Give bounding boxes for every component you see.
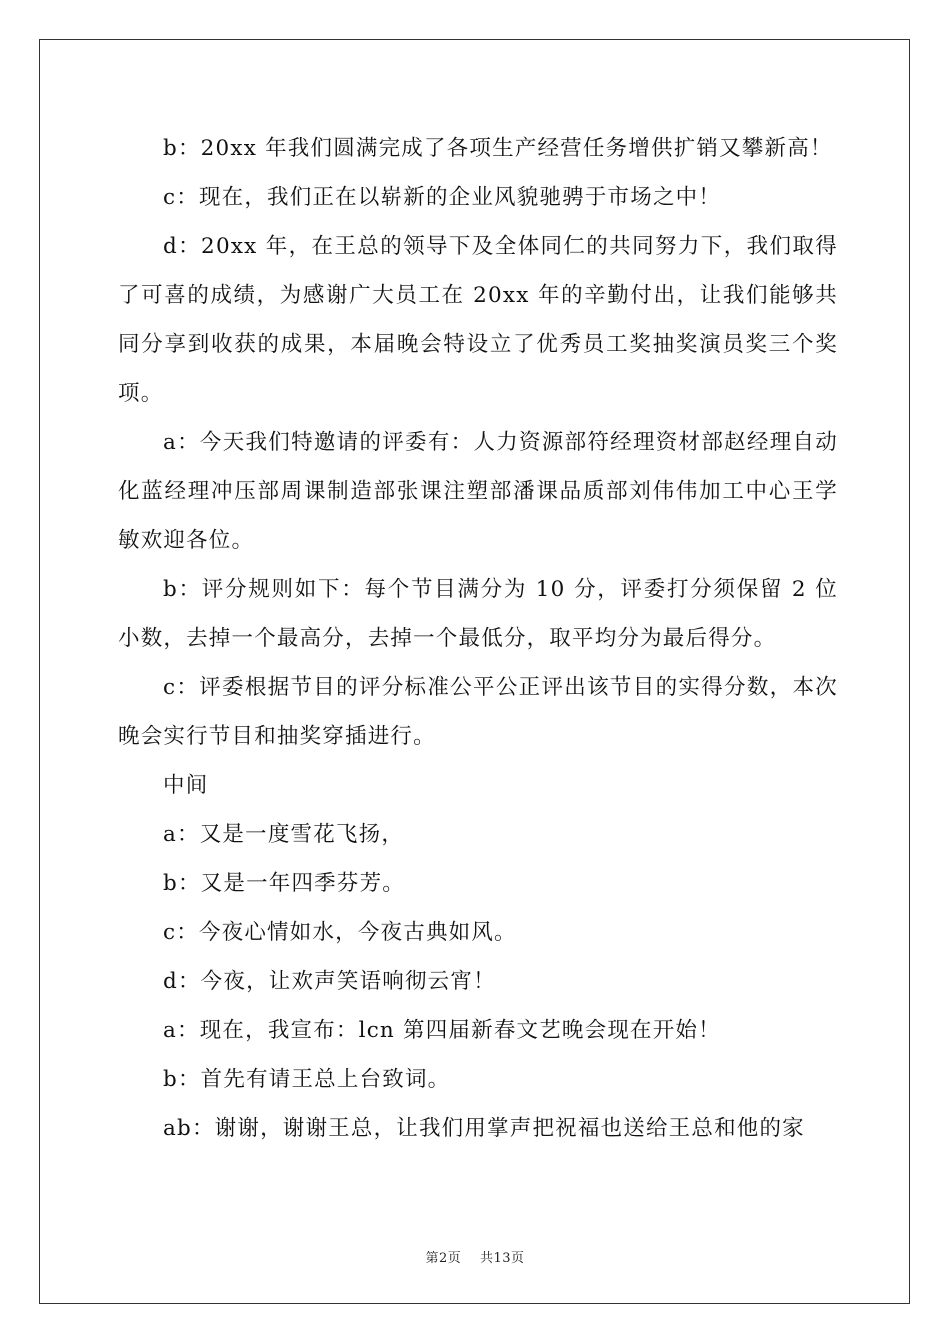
page-number: 第2页 [425,1251,462,1266]
paragraph-10: c：今夜心情如水，今夜古典如风。 [163,920,517,945]
page-footer [0,1247,950,1266]
page-total: 共13页 [479,1251,525,1266]
paragraph-13: b：首先有请王总上台致词。 [163,1067,451,1092]
paragraph-11: d：今夜，让欢声笑语响彻云宵！ [163,969,496,994]
paragraph-9: b：又是一年四季芬芳。 [163,871,405,896]
paragraph-1: b：20xx 年我们圆满完成了各项生产经营任务增供扩销又攀新高！ [163,136,833,161]
paragraph-14: ab：谢谢，谢谢王总，让我们用掌声把祝福也送给王总和他的家 [163,1116,805,1141]
paragraph-8: a：又是一度雪花飞扬， [163,822,405,847]
paragraph-5: b：评分规则如下：每个节目满分为 10 分，评委打分须保留 2 位小数，去掉一个最高分，去掉一个最低分，取平均分为最后得分。 [118,577,838,651]
paragraph-6: c：评委根据节目的评分标准公平公正评出该节目的实得分数，本次晚会实行节目和抽奖穿插进行。 [118,675,838,749]
paragraph-2: c：现在，我们正在以崭新的企业风貌驰骋于市场之中！ [163,185,722,210]
paragraph-4: a：今天我们特邀请的评委有：人力资源部符经理资材部赵经理自动化蓝经理冲压部周课制造部张课注塑部潘课品质部刘伟伟加工中心王学敏欢迎各位。 [118,430,838,553]
document-body [118,124,838,1153]
section-heading: 中间 [163,773,209,798]
paragraph-12: a：现在，我宣布：lcn 第四届新春文艺晚会现在开始！ [163,1018,721,1043]
paragraph-3: d：20xx 年，在王总的领导下及全体同仁的共同努力下，我们取得了可喜的成绩，为感谢广大员工在 20xx 年的辛勤付出，让我们能够共同分享到收获的成果，本届晚会特设立了优秀员工奖抽奖演员奖三个奖项。 [118,234,838,406]
